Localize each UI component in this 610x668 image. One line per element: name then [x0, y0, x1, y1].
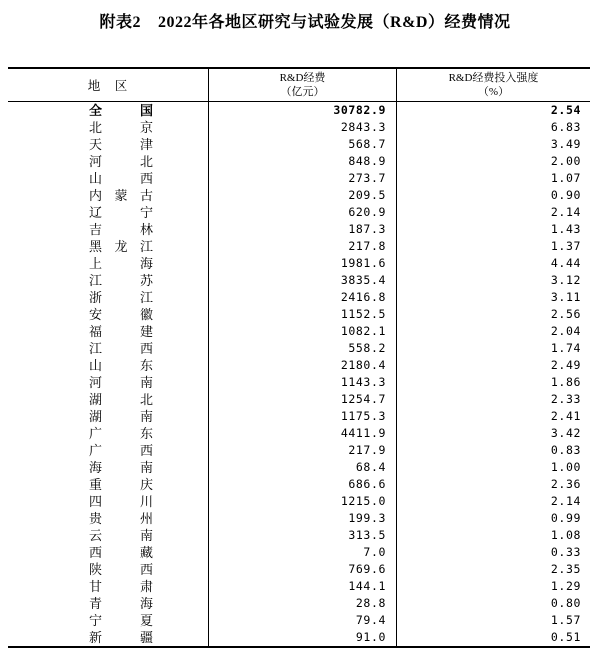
region-cell — [8, 289, 208, 306]
table-row — [8, 187, 590, 204]
region-name: 河 南 — [89, 375, 153, 390]
region-name: 全 国 — [89, 103, 153, 118]
rd-expenditure-cell: 1254.7 — [208, 391, 397, 408]
region-cell — [8, 476, 208, 493]
rd-expenditure-cell: 848.9 — [208, 153, 397, 170]
region-cell — [8, 493, 208, 510]
region-cell — [8, 306, 208, 323]
region-name: 安 徽 — [89, 307, 153, 322]
region-name: 贵 州 — [89, 511, 153, 526]
rd-expenditure-cell: 68.4 — [208, 459, 397, 476]
region-name: 山 东 — [89, 358, 153, 373]
rd-expenditure-cell: 187.3 — [208, 221, 397, 238]
rd-intensity-cell: 0.90 — [550, 188, 581, 202]
rd-intensity-cell: 2.14 — [550, 205, 581, 219]
region-name: 上 海 — [89, 256, 153, 271]
region-cell — [8, 425, 208, 442]
region-name: 浙 江 — [89, 290, 153, 305]
table-row — [8, 340, 590, 357]
table-row — [8, 595, 590, 612]
rd-expenditure-cell: 769.6 — [208, 561, 397, 578]
table-row — [8, 629, 590, 646]
rd-expenditure-cell: 144.1 — [208, 578, 397, 595]
table-row — [8, 289, 590, 306]
rd-intensity-cell: 2.33 — [550, 392, 581, 406]
region-name: 重 庆 — [89, 477, 153, 492]
rd-expenditure-cell: 1215.0 — [208, 493, 397, 510]
table-row — [8, 561, 590, 578]
rd-expenditure-cell: 313.5 — [208, 527, 397, 544]
region-cell — [8, 612, 208, 629]
rd-expenditure-cell: 91.0 — [208, 629, 397, 646]
region-name: 海 南 — [89, 460, 153, 475]
rd-intensity-cell: 1.29 — [550, 579, 581, 593]
rd-intensity-cell: 2.49 — [550, 358, 581, 372]
region-cell — [8, 187, 208, 204]
rd-intensity-cell: 2.04 — [550, 324, 581, 338]
table-header-row — [8, 69, 590, 102]
table-row — [8, 476, 590, 493]
table-row — [8, 204, 590, 221]
region-cell — [8, 238, 208, 255]
rd-expenditure-cell: 1981.6 — [208, 255, 397, 272]
rd-intensity-cell: 4.44 — [550, 256, 581, 270]
rd-intensity-cell: 1.07 — [550, 171, 581, 185]
region-name: 新 疆 — [89, 630, 153, 645]
table-row — [8, 510, 590, 527]
table-row — [8, 442, 590, 459]
table-row — [8, 153, 590, 170]
region-name: 福 建 — [89, 324, 153, 339]
table-row — [8, 170, 590, 187]
region-cell — [8, 221, 208, 238]
table-row — [8, 272, 590, 289]
table-row — [8, 221, 590, 238]
table-row — [8, 357, 590, 374]
table-row — [8, 527, 590, 544]
region-name: 内蒙古 — [89, 188, 153, 203]
region-cell — [8, 119, 208, 136]
region-cell — [8, 170, 208, 187]
region-cell — [8, 442, 208, 459]
table-row — [8, 238, 590, 255]
table-row — [8, 306, 590, 323]
rd-expenditure-cell: 2180.4 — [208, 357, 397, 374]
region-cell — [8, 136, 208, 153]
table-title-text: 2022年各地区研究与试验发展（R&D）经费情况 — [158, 14, 511, 31]
table-row — [8, 459, 590, 476]
rd-intensity-cell: 2.00 — [550, 154, 581, 168]
rd-intensity-cell: 6.83 — [550, 120, 581, 134]
rd-intensity-cell: 1.43 — [550, 222, 581, 236]
region-name: 广 东 — [89, 426, 153, 441]
region-name: 江 西 — [89, 341, 153, 356]
region-cell — [8, 153, 208, 170]
table-row — [8, 391, 590, 408]
rd-intensity-cell: 3.42 — [550, 426, 581, 440]
region-name: 湖 北 — [89, 392, 153, 407]
rd-expenditure-cell: 558.2 — [208, 340, 397, 357]
region-name: 湖 南 — [89, 409, 153, 424]
region-header-label: 地 区 — [87, 79, 129, 93]
region-cell — [8, 408, 208, 425]
rd-expenditure-cell: 2843.3 — [208, 119, 397, 136]
rd-expenditure-cell: 28.8 — [208, 595, 397, 612]
rd-intensity-cell: 2.35 — [550, 562, 581, 576]
expenditure-header-line2: （亿元） — [280, 86, 325, 98]
rd-expenditure-cell: 79.4 — [208, 612, 397, 629]
rd-expenditure-table — [8, 67, 590, 648]
rd-expenditure-cell: 686.6 — [208, 476, 397, 493]
region-name: 广 西 — [89, 443, 153, 458]
region-name: 青 海 — [89, 596, 153, 611]
region-name: 陕 西 — [89, 562, 153, 577]
region-name: 黑龙江 — [89, 239, 153, 254]
region-cell — [8, 391, 208, 408]
rd-expenditure-cell: 199.3 — [208, 510, 397, 527]
rd-expenditure-cell: 30782.9 — [208, 102, 397, 119]
table-row — [8, 136, 590, 153]
rd-expenditure-cell: 209.5 — [208, 187, 397, 204]
region-cell — [8, 255, 208, 272]
expenditure-header-line1: R&D经费 — [279, 72, 326, 84]
region-cell — [8, 323, 208, 340]
intensity-column-header — [397, 69, 590, 101]
table-row — [8, 323, 590, 340]
rd-expenditure-cell: 217.9 — [208, 442, 397, 459]
table-row — [8, 374, 590, 391]
rd-expenditure-cell: 2416.8 — [208, 289, 397, 306]
table-row — [8, 544, 590, 561]
table-row — [8, 425, 590, 442]
region-name: 云 南 — [89, 528, 153, 543]
region-name: 吉 林 — [89, 222, 153, 237]
region-cell — [8, 544, 208, 561]
table-body — [8, 102, 590, 646]
rd-expenditure-cell: 7.0 — [208, 544, 397, 561]
rd-intensity-cell: 2.54 — [550, 103, 581, 117]
region-cell — [8, 374, 208, 391]
rd-intensity-cell: 2.56 — [550, 307, 581, 321]
rd-intensity-cell: 2.14 — [550, 494, 581, 508]
rd-intensity-cell: 3.49 — [550, 137, 581, 151]
region-cell — [8, 527, 208, 544]
region-cell — [8, 459, 208, 476]
rd-intensity-cell: 1.37 — [550, 239, 581, 253]
region-name: 四 川 — [89, 494, 153, 509]
rd-intensity-cell: 1.08 — [550, 528, 581, 542]
rd-expenditure-cell: 1082.1 — [208, 323, 397, 340]
region-cell — [8, 595, 208, 612]
rd-intensity-cell: 0.83 — [550, 443, 581, 457]
rd-expenditure-cell: 217.8 — [208, 238, 397, 255]
region-name: 西 藏 — [89, 545, 153, 560]
rd-expenditure-cell: 4411.9 — [208, 425, 397, 442]
rd-intensity-cell: 2.36 — [550, 477, 581, 491]
region-name: 山 西 — [89, 171, 153, 186]
expenditure-column-header — [208, 69, 397, 101]
rd-intensity-cell: 0.99 — [550, 511, 581, 525]
intensity-header-line2: （%） — [477, 86, 510, 98]
rd-intensity-cell: 0.80 — [550, 596, 581, 610]
rd-intensity-cell: 3.12 — [550, 273, 581, 287]
region-column-header — [8, 69, 208, 101]
rd-expenditure-cell: 3835.4 — [208, 272, 397, 289]
rd-expenditure-cell: 1175.3 — [208, 408, 397, 425]
region-name: 宁 夏 — [89, 613, 153, 628]
region-cell — [8, 578, 208, 595]
region-cell — [8, 629, 208, 646]
region-cell — [8, 204, 208, 221]
region-name: 辽 宁 — [89, 205, 153, 220]
table-row — [8, 255, 590, 272]
rd-expenditure-cell: 1152.5 — [208, 306, 397, 323]
intensity-header-line1: R&D经费投入强度 — [448, 72, 539, 84]
region-cell — [8, 272, 208, 289]
table-row — [8, 102, 590, 119]
rd-intensity-cell: 1.86 — [550, 375, 581, 389]
region-cell — [8, 510, 208, 527]
table-row — [8, 578, 590, 595]
rd-intensity-cell: 0.51 — [550, 630, 581, 644]
region-name: 甘 肃 — [89, 579, 153, 594]
rd-intensity-cell: 1.57 — [550, 613, 581, 627]
table-row — [8, 612, 590, 629]
region-name: 江 苏 — [89, 273, 153, 288]
table-number-label: 附表2 — [99, 14, 142, 31]
page-title — [0, 0, 610, 34]
region-name: 天 津 — [89, 137, 153, 152]
rd-intensity-cell: 1.74 — [550, 341, 581, 355]
table-row — [8, 408, 590, 425]
rd-intensity-cell: 2.41 — [550, 409, 581, 423]
region-cell — [8, 340, 208, 357]
rd-expenditure-cell: 568.7 — [208, 136, 397, 153]
region-cell — [8, 102, 208, 119]
table-row — [8, 493, 590, 510]
rd-expenditure-cell: 1143.3 — [208, 374, 397, 391]
table-row — [8, 119, 590, 136]
region-cell — [8, 357, 208, 374]
rd-intensity-cell: 0.33 — [550, 545, 581, 559]
rd-intensity-cell: 3.11 — [550, 290, 581, 304]
region-name: 北 京 — [89, 120, 153, 135]
rd-intensity-cell: 1.00 — [550, 460, 581, 474]
rd-expenditure-cell: 620.9 — [208, 204, 397, 221]
region-cell — [8, 561, 208, 578]
rd-expenditure-cell: 273.7 — [208, 170, 397, 187]
region-name: 河 北 — [89, 154, 153, 169]
